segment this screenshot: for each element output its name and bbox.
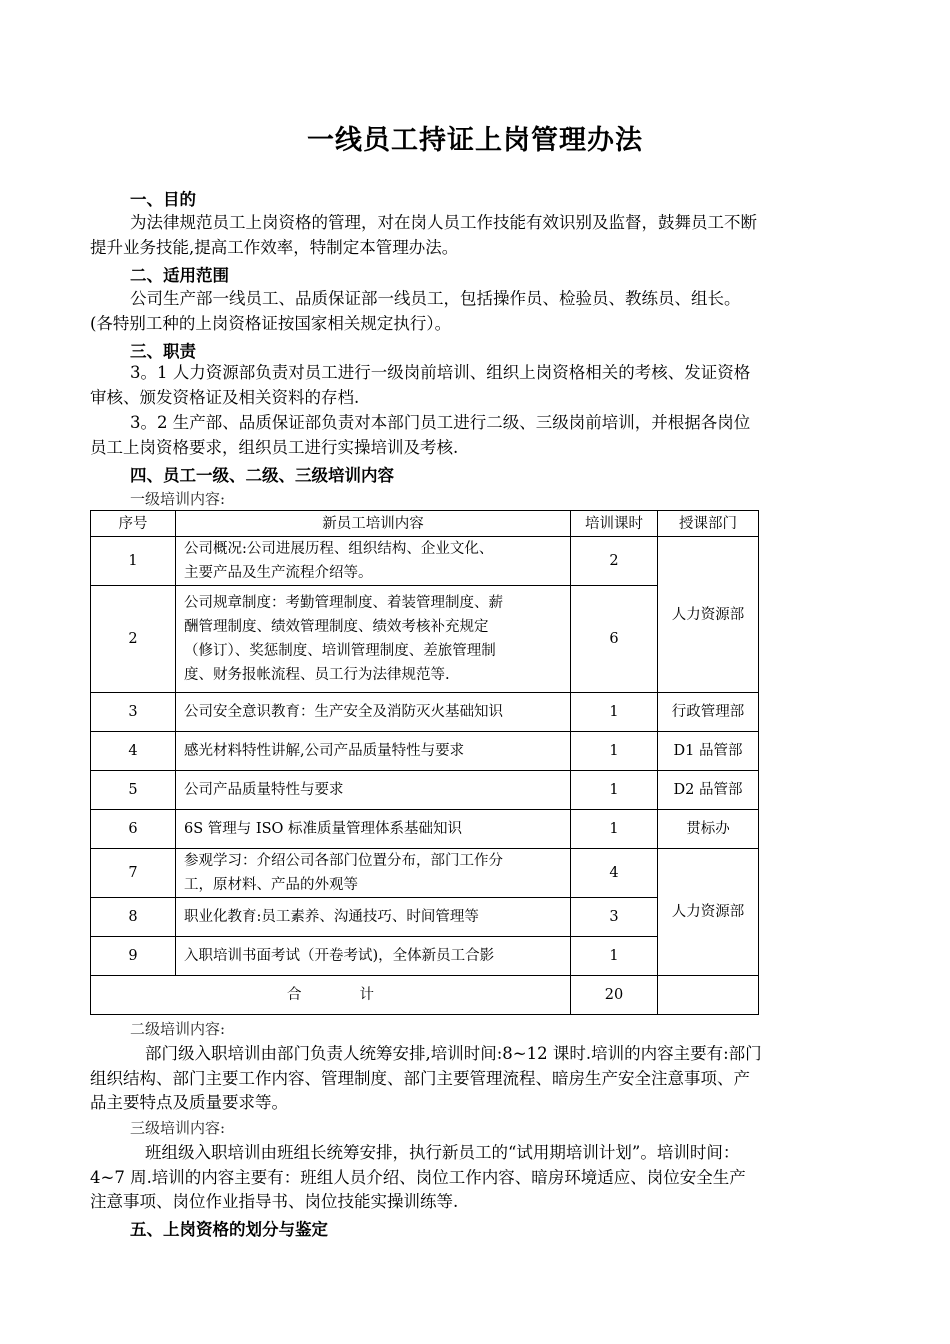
training-table	[90, 510, 759, 1015]
table-row	[91, 849, 759, 898]
content-line: 公司规章制度：考勤管理制度、着装管理制度、薪	[184, 595, 503, 611]
row-content: 入职培训书面考试（开卷考试)，全体新员工合影	[176, 937, 571, 976]
section-5-heading: 五、上岗资格的划分与鉴定	[130, 1220, 328, 1239]
row-content	[176, 537, 571, 586]
dept-group-b: 人力资源部	[658, 849, 759, 976]
paragraph-line: 提升业务技能,提高工作效率，特制定本管理办法。	[90, 237, 459, 257]
paragraph-line: (各特别工种的上岗资格证按国家相关规定执行）。	[90, 313, 452, 333]
header-cell-hours: 培训课时	[571, 511, 658, 537]
table-row	[91, 732, 759, 771]
section-1-heading: 一、目的	[130, 190, 196, 209]
table-row	[91, 693, 759, 732]
row-hours: 1	[571, 693, 658, 732]
total-label: 合 计	[91, 976, 571, 1015]
paragraph-line: 注意事项、岗位作业指导书、岗位技能实操训练等.	[90, 1192, 459, 1211]
row-no: 1	[91, 537, 176, 586]
paragraph-line: 员工上岗资格要求，组织员工进行实操培训及考核.	[90, 437, 459, 457]
row-hours: 1	[571, 810, 658, 849]
row-hours: 2	[571, 537, 658, 586]
row-dept: D2 品管部	[658, 771, 759, 810]
row-hours: 4	[571, 849, 658, 898]
row-hours: 1	[571, 771, 658, 810]
row-content	[176, 849, 571, 898]
content-line: 度、财务报帐流程、员工行为法律规范等.	[184, 667, 450, 683]
row-content: 公司产品质量特性与要求	[176, 771, 571, 810]
row-content: 职业化教育:员工素养、沟通技巧、时间管理等	[176, 898, 571, 937]
row-content: 6S 管理与 ISO 标准质量管理体系基础知识	[176, 810, 571, 849]
row-dept: 行政管理部	[658, 693, 759, 732]
row-no: 7	[91, 849, 176, 898]
content-line: （修订）、奖惩制度、培训管理制度、差旅管理制	[184, 643, 496, 659]
header-cell-no: 序号	[91, 511, 176, 537]
dept-group-a: 人力资源部	[658, 537, 759, 693]
table-total-row	[91, 976, 759, 1015]
content-line: 公司概况:公司进展历程、组织结构、企业文化、	[184, 541, 494, 557]
content-line: 主要产品及生产流程介绍等。	[184, 565, 373, 581]
row-hours: 1	[571, 937, 658, 976]
section-2-body	[90, 287, 860, 336]
section-3-heading: 三、职责	[130, 342, 196, 361]
document-title: 一线员工持证上岗管理办法	[307, 125, 643, 156]
row-no: 6	[91, 810, 176, 849]
row-content: 公司安全意识教育：生产安全及消防灭火基础知识	[176, 693, 571, 732]
section-1-body	[90, 211, 860, 260]
level-2-label: 二级培训内容:	[130, 1020, 226, 1038]
row-content	[176, 586, 571, 693]
row-dept: 贯标办	[658, 810, 759, 849]
level-3-label: 三级培训内容:	[130, 1119, 226, 1137]
level-2-body	[90, 1042, 860, 1116]
row-hours: 3	[571, 898, 658, 937]
content-line: 参观学习：介绍公司各部门位置分布，部门工作分	[184, 853, 503, 869]
row-no: 9	[91, 937, 176, 976]
level-1-label: 一级培训内容:	[130, 490, 226, 508]
table-row	[91, 810, 759, 849]
paragraph-line: 3。1 人力资源部负责对员工进行一级岗前培训、组织上岗资格相关的考核、发证资格	[130, 363, 751, 382]
level-3-body	[90, 1141, 860, 1215]
paragraph-line: 4~7 周.培训的内容主要有：班组人员介绍、岗位工作内容、暗房环境适应、岗位安全生产	[90, 1167, 746, 1187]
row-hours: 1	[571, 732, 658, 771]
paragraph-line: 组织结构、部门主要工作内容、管理制度、部门主要管理流程、暗房生产安全注意事项、产	[90, 1068, 750, 1088]
total-dept-empty	[658, 976, 759, 1015]
paragraph-line: 品主要特点及质量要求等。	[90, 1093, 288, 1112]
section-2-heading: 二、适用范围	[130, 266, 229, 285]
total-hours: 20	[571, 976, 658, 1015]
section-4-heading: 四、员工一级、二级、三级培训内容	[130, 466, 394, 485]
row-no: 2	[91, 586, 176, 693]
paragraph-line: 公司生产部一线员工、品质保证部一线员工，包括操作员、检验员、教练员、组长。	[130, 289, 741, 308]
row-no: 5	[91, 771, 176, 810]
content-line: 工，原材料、产品的外观等	[184, 877, 358, 893]
paragraph-line: 班组级入职培训由班组长统筹安排，执行新员工的“试用期培训计划”。培训时间：	[145, 1143, 740, 1162]
paragraph-line: 3。2 生产部、品质保证部负责对本部门员工进行二级、三级岗前培训，并根据各岗位	[130, 413, 751, 432]
paragraph-line: 部门级入职培训由部门负责人统筹安排,培训时间:8~12 课时.培训的内容主要有:部门	[145, 1044, 762, 1063]
table-row	[91, 771, 759, 810]
table-header-row	[91, 511, 759, 537]
row-no: 4	[91, 732, 176, 771]
row-dept: D1 品管部	[658, 732, 759, 771]
row-no: 3	[91, 693, 176, 732]
header-cell-dept: 授课部门	[658, 511, 759, 537]
paragraph-line: 审核、颁发资格证及相关资料的存档.	[90, 387, 360, 407]
section-3-item-1	[90, 361, 860, 410]
row-content: 感光材料特性讲解,公司产品质量特性与要求	[176, 732, 571, 771]
content-line: 酬管理制度、绩效管理制度、绩效考核补充规定	[184, 619, 489, 635]
table-row	[91, 537, 759, 586]
section-3-item-2	[90, 411, 860, 460]
header-cell-content: 新员工培训内容	[176, 511, 571, 537]
row-no: 8	[91, 898, 176, 937]
row-hours: 6	[571, 586, 658, 693]
paragraph-line: 为法律规范员工上岗资格的管理，对在岗人员工作技能有效识别及监督，鼓舞员工不断	[130, 213, 757, 232]
